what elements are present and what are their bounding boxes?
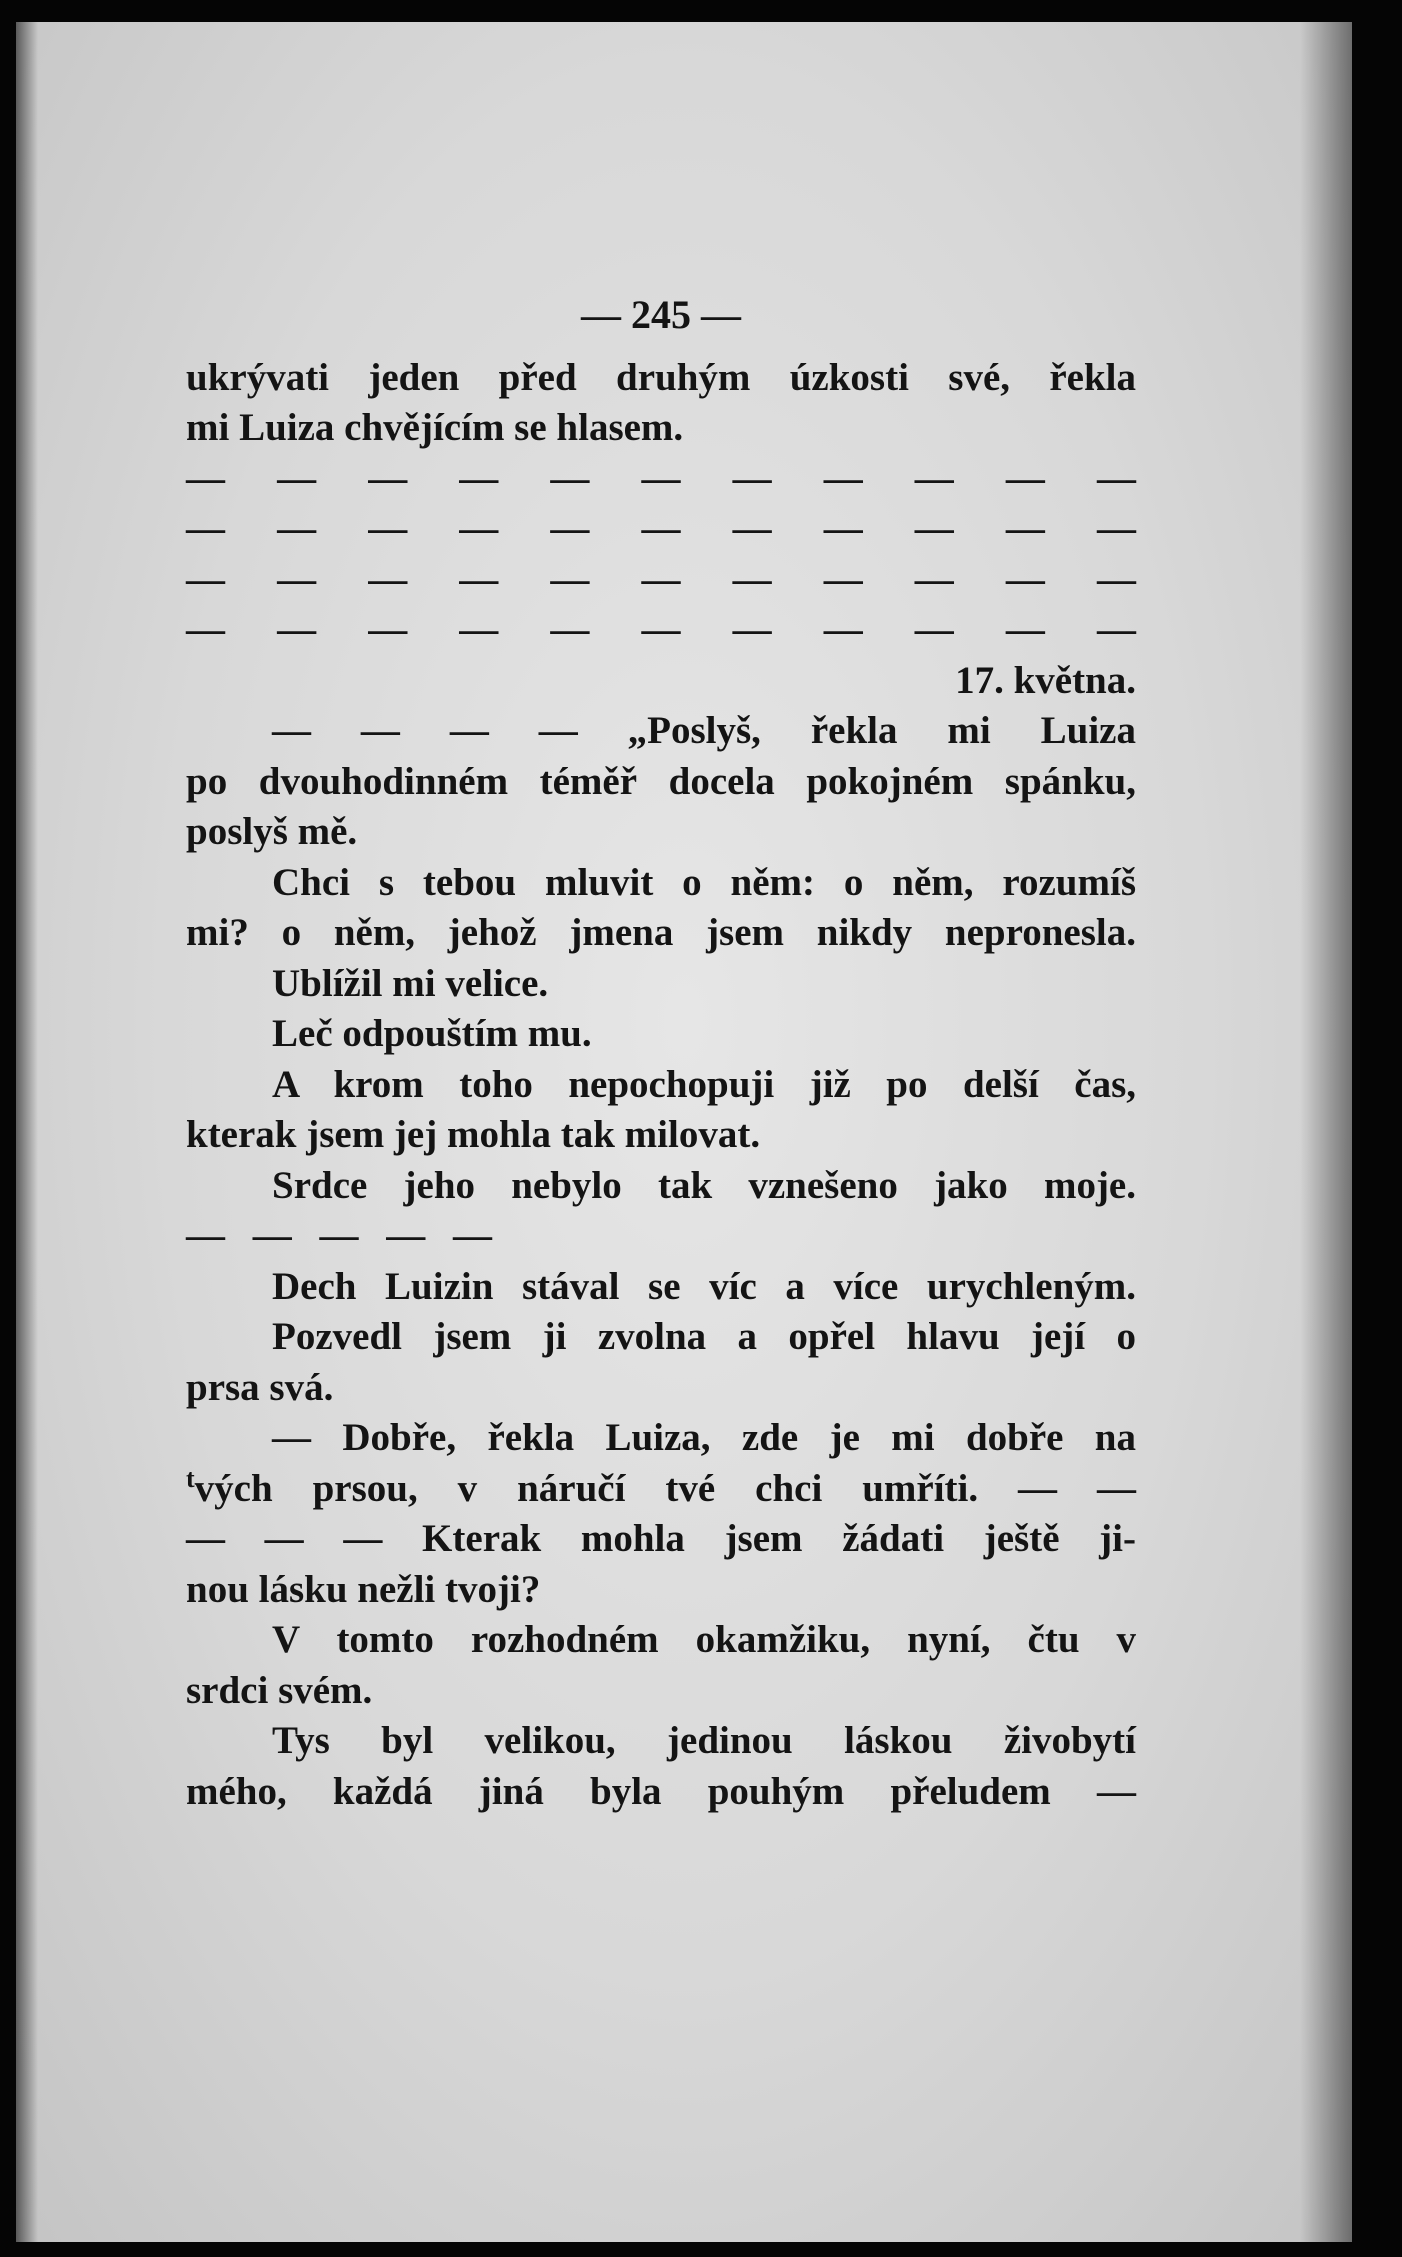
date-heading: 17. května. bbox=[955, 658, 1136, 702]
text-line-24: — — — Kterak mohla jsem žádati ještě ji- bbox=[186, 1517, 1136, 1560]
text-line-29: mého, každá jiná byla pouhým přeludem — bbox=[186, 1769, 1136, 1813]
text-line-25: nou lásku nežli tvoji? bbox=[186, 1567, 541, 1611]
text-line-15: A krom toho nepochopuji již po delší čas, bbox=[272, 1062, 1136, 1106]
text-line-16: kterak jsem jej mohla tak milovat. bbox=[186, 1113, 761, 1156]
text-line-28: Tys byl velikou, jedinou láskou živobytí bbox=[272, 1719, 1136, 1762]
text-line-19: Dech Luizin stával se víc a více urychleným. bbox=[272, 1264, 1136, 1308]
text-line-14: Leč odpouštím mu. bbox=[272, 1012, 592, 1055]
page-number: — 245 — bbox=[581, 292, 741, 337]
text-line-23 bbox=[186, 1464, 1136, 1515]
text-line-8: — — — — „Poslyš, řekla mi Luiza bbox=[272, 709, 1136, 752]
dash-line-1: — — — — — — — — — — — bbox=[186, 456, 1136, 500]
dash-line-5: — — — — — bbox=[186, 1214, 492, 1257]
text-line-21: prsa svá. bbox=[186, 1365, 334, 1409]
text-line-17: Srdce jeho nebylo tak vznešeno jako moje. bbox=[272, 1163, 1136, 1207]
text-line-1: ukrývati jeden před druhým úzkosti své, řekla bbox=[186, 355, 1136, 399]
page-edge-shadow-right bbox=[1300, 22, 1352, 2242]
page-text bbox=[186, 290, 1136, 1817]
text-line-26: V tomto rozhodném okamžiku, nyní, čtu v bbox=[272, 1618, 1136, 1661]
text-line-23-body: vých prsou, v náručí tvé chci umříti. — — bbox=[194, 1466, 1136, 1510]
page-edge-shadow-left bbox=[16, 22, 38, 2242]
text-line-10: poslyš mě. bbox=[186, 810, 358, 853]
text-line-9: po dvouhodinném téměř docela pokojném spánku, bbox=[186, 759, 1136, 803]
text-line-12: mi? o něm, jehož jmena jsem nikdy nepronesla. bbox=[186, 911, 1136, 954]
text-line-27: srdci svém. bbox=[186, 1668, 373, 1712]
text-line-2: mi Luiza chvějícím se hlasem. bbox=[186, 406, 684, 449]
text-line-13: Ublížil mi velice. bbox=[272, 961, 549, 1005]
dash-line-3: — — — — — — — — — — — bbox=[186, 557, 1136, 601]
dash-line-4: — — — — — — — — — — — bbox=[186, 608, 1136, 651]
text-line-22: — Dobře, řekla Luiza, zde je mi dobře na bbox=[272, 1416, 1136, 1459]
superscript-t: t bbox=[186, 1463, 195, 1493]
dash-line-2: — — — — — — — — — — — bbox=[186, 507, 1136, 550]
text-line-20: Pozvedl jsem ji zvolna a opřel hlavu její o bbox=[272, 1315, 1136, 1358]
text-line-11: Chci s tebou mluvit o něm: o něm, rozumíš bbox=[272, 860, 1136, 904]
